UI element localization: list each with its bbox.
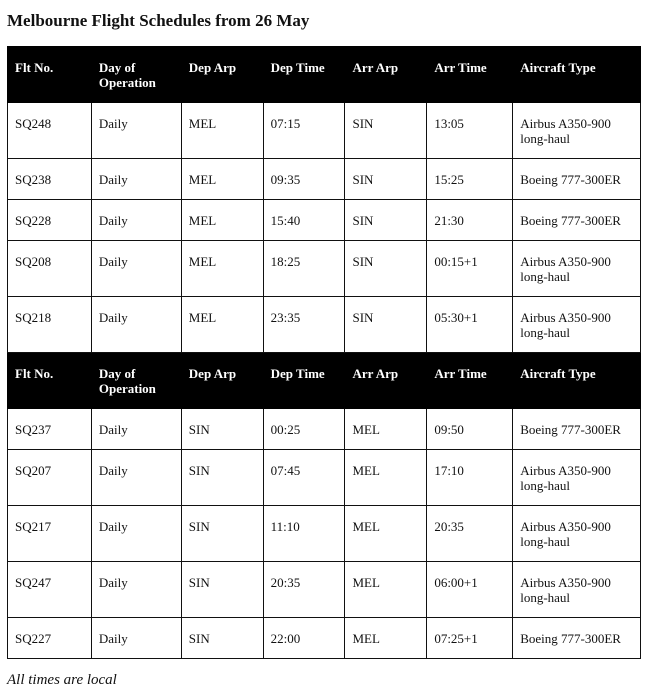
col-header-day: Day of Operation xyxy=(91,47,181,103)
dep-time-cell: 07:45 xyxy=(263,450,345,506)
dep-time-cell: 18:25 xyxy=(263,241,345,297)
aircraft-cell: Airbus A350-900 long-haul xyxy=(513,241,641,297)
header-row-inbound xyxy=(8,353,641,409)
col-header-day: Day of Operation xyxy=(91,353,181,409)
arr-time-cell: 15:25 xyxy=(427,159,513,200)
col-header-arr-time: Arr Time xyxy=(427,353,513,409)
dep-arp-cell: MEL xyxy=(181,297,263,353)
day-cell: Daily xyxy=(91,409,181,450)
dep-time-cell: 00:25 xyxy=(263,409,345,450)
arr-arp-cell: SIN xyxy=(345,103,427,159)
day-cell: Daily xyxy=(91,618,181,659)
dep-arp-cell: MEL xyxy=(181,241,263,297)
col-header-flt-no: Flt No. xyxy=(8,353,92,409)
day-cell: Daily xyxy=(91,103,181,159)
arr-time-cell: 07:25+1 xyxy=(427,618,513,659)
dep-time-cell: 20:35 xyxy=(263,562,345,618)
dep-arp-cell: SIN xyxy=(181,618,263,659)
col-header-arr-arp: Arr Arp xyxy=(345,47,427,103)
dep-time-cell: 22:00 xyxy=(263,618,345,659)
col-header-flt-no: Flt No. xyxy=(8,47,92,103)
aircraft-cell: Boeing 777-300ER xyxy=(513,159,641,200)
dep-arp-cell: MEL xyxy=(181,159,263,200)
aircraft-cell: Boeing 777-300ER xyxy=(513,200,641,241)
flt-no-cell: SQ207 xyxy=(8,450,92,506)
flt-no-cell: SQ217 xyxy=(8,506,92,562)
aircraft-cell: Airbus A350-900 long-haul xyxy=(513,506,641,562)
arr-arp-cell: MEL xyxy=(345,618,427,659)
flt-no-cell: SQ247 xyxy=(8,562,92,618)
flt-no-cell: SQ237 xyxy=(8,409,92,450)
table-row xyxy=(8,506,641,562)
arr-time-cell: 20:35 xyxy=(427,506,513,562)
dep-time-cell: 11:10 xyxy=(263,506,345,562)
day-cell: Daily xyxy=(91,450,181,506)
day-cell: Daily xyxy=(91,506,181,562)
aircraft-cell: Boeing 777-300ER xyxy=(513,409,641,450)
col-header-aircraft: Aircraft Type xyxy=(513,47,641,103)
dep-arp-cell: SIN xyxy=(181,506,263,562)
day-cell: Daily xyxy=(91,297,181,353)
table-row xyxy=(8,618,641,659)
col-header-dep-time: Dep Time xyxy=(263,47,345,103)
dep-arp-cell: SIN xyxy=(181,562,263,618)
col-header-aircraft: Aircraft Type xyxy=(513,353,641,409)
table-row xyxy=(8,450,641,506)
dep-time-cell: 07:15 xyxy=(263,103,345,159)
arr-time-cell: 13:05 xyxy=(427,103,513,159)
arr-arp-cell: SIN xyxy=(345,200,427,241)
table-row xyxy=(8,241,641,297)
flt-no-cell: SQ227 xyxy=(8,618,92,659)
aircraft-cell: Airbus A350-900 long-haul xyxy=(513,450,641,506)
day-cell: Daily xyxy=(91,562,181,618)
col-header-arr-time: Arr Time xyxy=(427,47,513,103)
page-title: Melbourne Flight Schedules from 26 May xyxy=(7,11,310,30)
col-header-dep-time: Dep Time xyxy=(263,353,345,409)
arr-time-cell: 00:15+1 xyxy=(427,241,513,297)
flt-no-cell: SQ228 xyxy=(8,200,92,241)
arr-arp-cell: MEL xyxy=(345,506,427,562)
arr-time-cell: 06:00+1 xyxy=(427,562,513,618)
aircraft-cell: Airbus A350-900 long-haul xyxy=(513,562,641,618)
col-header-dep-arp: Dep Arp xyxy=(181,353,263,409)
flight-schedule-table xyxy=(7,46,641,659)
arr-arp-cell: SIN xyxy=(345,241,427,297)
arr-arp-cell: MEL xyxy=(345,450,427,506)
day-cell: Daily xyxy=(91,159,181,200)
arr-arp-cell: MEL xyxy=(345,562,427,618)
day-cell: Daily xyxy=(91,200,181,241)
aircraft-cell: Boeing 777-300ER xyxy=(513,618,641,659)
day-cell: Daily xyxy=(91,241,181,297)
dep-arp-cell: MEL xyxy=(181,103,263,159)
arr-arp-cell: MEL xyxy=(345,409,427,450)
dep-time-cell: 23:35 xyxy=(263,297,345,353)
arr-arp-cell: SIN xyxy=(345,159,427,200)
dep-arp-cell: MEL xyxy=(181,200,263,241)
table-row xyxy=(8,159,641,200)
aircraft-cell: Airbus A350-900 long-haul xyxy=(513,297,641,353)
arr-arp-cell: SIN xyxy=(345,297,427,353)
aircraft-cell: Airbus A350-900 long-haul xyxy=(513,103,641,159)
table-row xyxy=(8,297,641,353)
col-header-arr-arp: Arr Arp xyxy=(345,353,427,409)
flt-no-cell: SQ248 xyxy=(8,103,92,159)
table-row xyxy=(8,200,641,241)
header-row-outbound xyxy=(8,47,641,103)
table-row xyxy=(8,409,641,450)
table-row xyxy=(8,562,641,618)
arr-time-cell: 21:30 xyxy=(427,200,513,241)
flt-no-cell: SQ238 xyxy=(8,159,92,200)
flt-no-cell: SQ208 xyxy=(8,241,92,297)
dep-arp-cell: SIN xyxy=(181,450,263,506)
flt-no-cell: SQ218 xyxy=(8,297,92,353)
dep-time-cell: 09:35 xyxy=(263,159,345,200)
footnote: All times are local xyxy=(7,672,117,688)
dep-time-cell: 15:40 xyxy=(263,200,345,241)
table-row xyxy=(8,103,641,159)
arr-time-cell: 17:10 xyxy=(427,450,513,506)
dep-arp-cell: SIN xyxy=(181,409,263,450)
arr-time-cell: 09:50 xyxy=(427,409,513,450)
col-header-dep-arp: Dep Arp xyxy=(181,47,263,103)
arr-time-cell: 05:30+1 xyxy=(427,297,513,353)
